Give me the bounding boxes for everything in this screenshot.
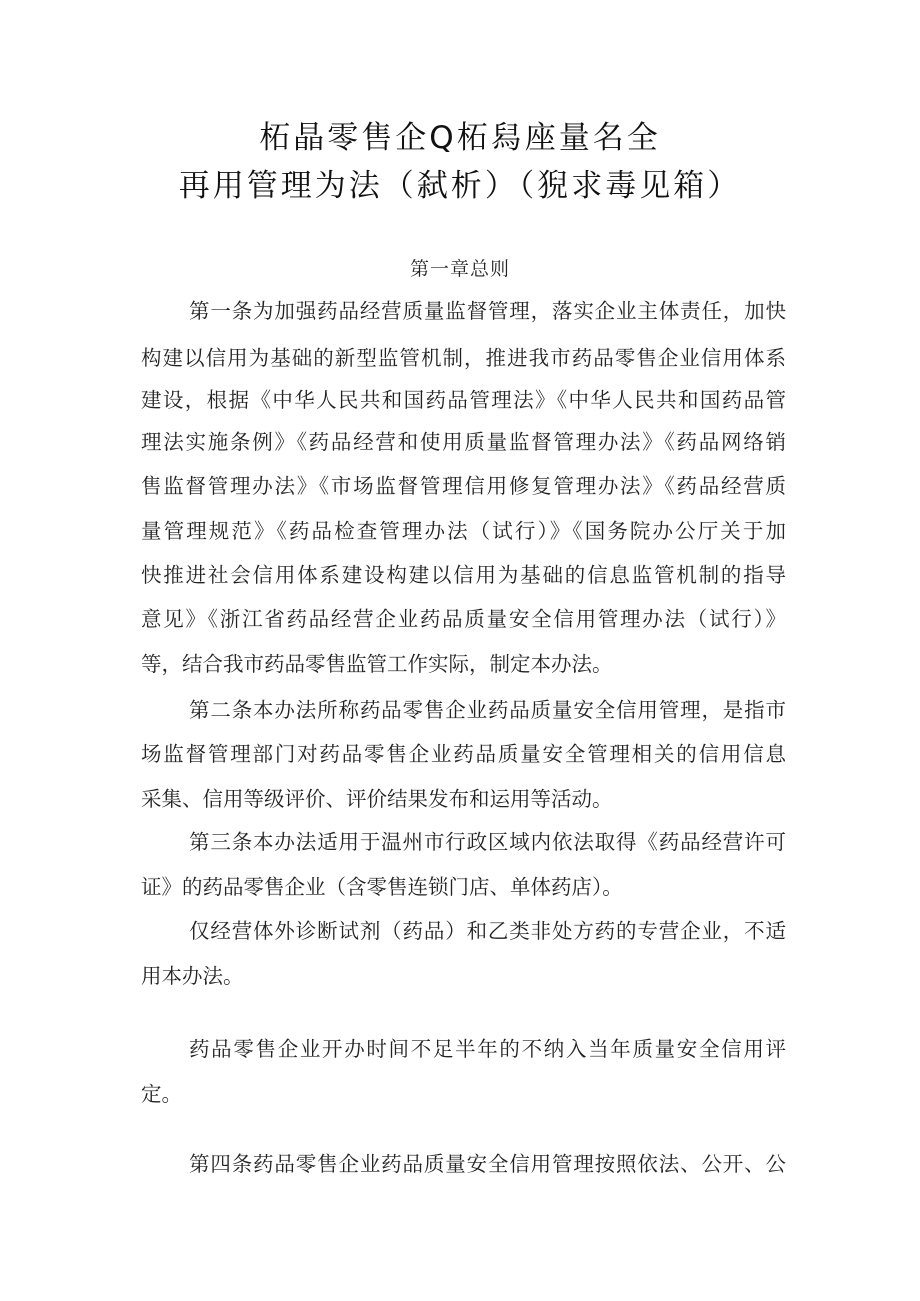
text-line: 理法实施条例》《药品经营和使用质量监督管理办法》《药品网络销 (141, 430, 786, 454)
text-line: 场监督管理部门对药品零售企业药品质量安全管理相关的信用信息 (141, 742, 786, 766)
text-line: 意见》《浙江省药品经营企业药品质量安全信用管理办法（试行）》 (141, 607, 786, 631)
text-line: 第一条为加强药品经营质量监督管理，落实企业主体责任，加快 (189, 299, 786, 323)
text-line: 仅经营体外诊断试剂（药品）和乙类非处方药的专营企业，不适 (189, 919, 786, 943)
text-line: 量管理规范》《药品检查管理办法（试行）》《国务院办公厅关于加 (141, 519, 786, 543)
text-line: 第四条药品零售企业药品质量安全信用管理按照依法、公开、公 (189, 1152, 786, 1176)
text-line: 第二条本办法所称药品零售企业药品质量安全信用管理，是指市 (189, 698, 786, 722)
document-title-line-2: 再用管理为法（弑析）（猊求毒见箱） (178, 168, 742, 204)
text-line: 构建以信用为基础的新型监管机制，推进我市药品零售企业信用体系 (141, 346, 786, 370)
text-line: 建设，根据《中华人民共和国药品管理法》《中华人民共和国药品管 (141, 388, 786, 412)
text-line: 售监督管理办法》《市场监督管理信用修复管理办法》《药品经营质 (141, 474, 786, 498)
text-line: 药品零售企业开办时间不足半年的不纳入当年质量安全信用评 (189, 1037, 786, 1061)
document-title-line-1: 柘晶零售企Q柘舄座量名全 (259, 120, 661, 156)
text-line: 等，结合我市药品零售监管工作实际，制定本办法。 (141, 652, 613, 676)
text-line: 第三条本办法适用于温州市行政区域内依法取得《药品经营许可 (189, 830, 786, 854)
text-line: 用本办法。 (141, 964, 244, 988)
text-line: 定。 (141, 1082, 182, 1106)
chapter-heading: 第一章总则 (409, 258, 510, 280)
text-line: 快推进社会信用体系建设构建以信用为基础的信息监管机制的指导 (141, 563, 786, 587)
text-line: 采集、信用等级评价、评价结果发布和运用等活动。 (141, 787, 613, 811)
text-line: 证》的药品零售企业（含零售连锁门店、单体药店）。 (141, 875, 623, 899)
